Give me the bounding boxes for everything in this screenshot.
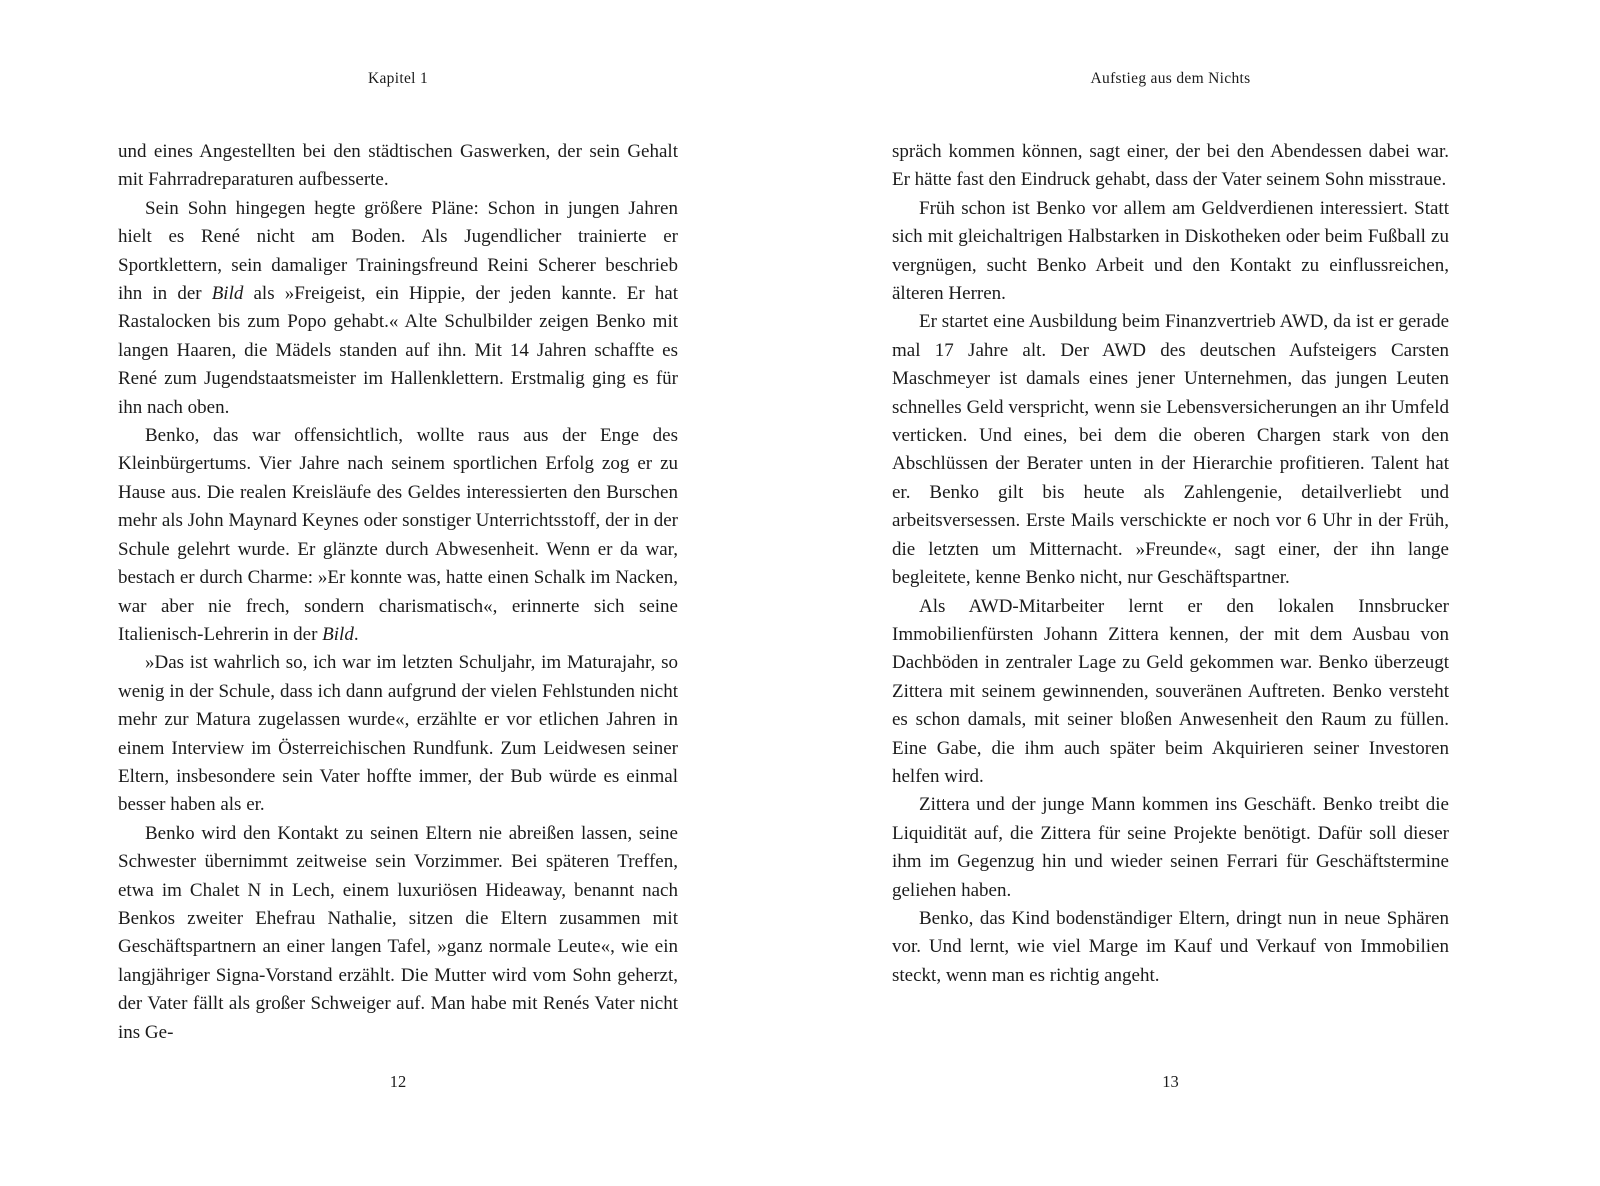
text-run: Als AWD-Mitarbeiter lernt er den lokalen Innsbrucker Immobilienfürsten Johann Zittera kennen, der mit dem Ausbau von Dachböden in zentraler Lage zu Geld gekommen war. Benko überzeugt Zittera mit seinem gewinnenden, souveränen Auftreten. Benko versteht es schon damals, mit seiner bloßen Anwesenheit den Raum zu füllen. Eine Gabe, die ihm auch später beim Akquirieren seiner Investoren helfen wird. bbox=[892, 595, 1449, 787]
text-run: »Das ist wahrlich so, ich war im letzten Schuljahr, im Maturajahr, so wenig in der Schule, dass ich dann aufgrund der vielen Fehlstunden nicht mehr zur Matura zugelassen wurde«, erzählte er vor etlichen Jahren in einem Interview im Österreichischen Rundfunk. Zum Leidwesen seiner Eltern, insbesondere sein Vater hoffte immer, der Bub würde es einmal besser haben als er. bbox=[118, 652, 678, 816]
paragraph bbox=[892, 905, 1449, 990]
page-body-left bbox=[118, 138, 678, 1047]
page-number-left: 12 bbox=[389, 1072, 407, 1091]
text-run: als »Freigeist, ein Hippie, der jeden kannte. Er hat Rastalocken bis zum Popo gehabt.« Alte Schulbilder zeigen Benko mit langen Haaren, die Mädels standen auf ihn. Mit 14 Jahren schaffte es René zum Jugendstaatsmeister im Hallenklettern. Erstmalig ging es für ihn nach oben. bbox=[118, 283, 678, 418]
paragraph bbox=[892, 593, 1449, 792]
paragraph bbox=[892, 195, 1449, 309]
paragraph bbox=[118, 138, 678, 195]
text-run: Er startet eine Ausbildung beim Finanzvertrieb AWD, da ist er gerade mal 17 Jahre alt. Der AWD des deutschen Aufsteigers Carsten Maschmeyer ist damals eines jener Unternehmen, das jungen Leuten schnelles Geld verspricht, wenn sie Lebensversicherungen an ihr Umfeld verticken. Und eines, bei dem die oberen Chargen stark von den Abschlüssen der Berater unten in der Hierarchie profitieren. Talent hat er. Benko gilt bis heute als Zahlengenie, detailverliebt und arbeitsversessen. Erste Mails verschickte er noch vor 6 Uhr in der Früh, die letzten um Mitternacht. »Freunde«, sagt einer, der ihn lange begleitete, kenne Benko nicht, nur Geschäftspartner. bbox=[892, 311, 1449, 589]
italic-text-run: Bild bbox=[322, 623, 354, 645]
running-head-chapter: Kapitel 1 bbox=[367, 70, 429, 87]
paragraph bbox=[118, 422, 678, 649]
paragraph bbox=[892, 138, 1449, 195]
text-run: und eines Angestellten bei den städtischen Gaswerken, der sein Gehalt mit Fahrradreparaturen aufbesserte. bbox=[118, 141, 678, 191]
italic-text-run: Bild bbox=[211, 283, 244, 305]
text-run: Sein Sohn hingegen hegte größere Pläne: Schon in jungen Jahren hielt es René nicht am Boden. Als Jugendlicher trainierte er Sportklettern, sein damaliger Trainingsfreund Reini Scherer beschrieb ihn in der bbox=[118, 197, 678, 305]
page-body-right bbox=[892, 138, 1449, 990]
running-head-title: Aufstieg aus dem Nichts bbox=[1090, 70, 1251, 87]
page-number-right: 13 bbox=[1162, 1072, 1179, 1091]
text-run: Benko, das Kind bodenständiger Eltern, dringt nun in neue Sphären vor. Und lernt, wie viel Marge im Kauf und Verkauf von Immobilien steckt, wenn man es richtig angeht. bbox=[892, 907, 1449, 986]
text-run: Früh schon ist Benko vor allem am Geldverdienen interessiert. Statt sich mit gleichaltrigen Halbstarken in Diskotheken oder beim Fußball zu vergnügen, sucht Benko Arbeit und den Kontakt zu einflussreichen, älteren Herren. bbox=[892, 197, 1449, 305]
text-run: Zittera und der junge Mann kommen ins Geschäft. Benko treibt die Liquidität auf, die Zittera für seine Projekte benötigt. Dafür soll dieser ihm im Gegenzug hin und wieder seinen Ferrari für Geschäftstermine geliehen haben. bbox=[892, 794, 1449, 901]
paragraph bbox=[892, 791, 1449, 905]
text-run: spräch kommen können, sagt einer, der bei den Abendessen dabei war. Er hätte fast den Eindruck gehabt, dass der Vater seinem Sohn misstraue. bbox=[892, 141, 1449, 191]
paragraph bbox=[118, 820, 678, 1047]
page-right bbox=[892, 0, 1449, 1186]
page-left bbox=[118, 0, 678, 1186]
text-run: . bbox=[353, 623, 359, 645]
text-run: Benko, das war offensichtlich, wollte raus aus der Enge des Kleinbürgertums. Vier Jahre nach seinem sportlichen Erfolg zog er zu Hause aus. Die realen Kreisläufe des Geldes interessierten den Burschen mehr als John Maynard Keynes oder sonstiger Unterrichtsstoff, der in der Schule gelehrt wurde. Er glänzte durch Abwesenheit. Wenn er da war, bestach er durch Charme: »Er konnte was, hatte einen Schalk im Nacken, war aber nie frech, sondern charismatisch«, erinnerte sich seine Italienisch-Lehrerin in der bbox=[118, 425, 678, 645]
paragraph bbox=[118, 649, 678, 819]
text-run: Benko wird den Kontakt zu seinen Eltern nie abreißen lassen, seine Schwester übernimmt zeitweise sein Vorzimmer. Bei späteren Treffen, etwa im Chalet N in Lech, einem luxuriösen Hideaway, benannt nach Benkos zweiter Ehefrau Nathalie, sitzen die Eltern zusammen mit Geschäftspartnern an einer langen Tafel, »ganz normale Leute«, wie ein langjähriger Signa-Vorstand erzählt. Die Mutter wird vom Sohn geherzt, der Vater fällt als großer Schweiger auf. Man habe mit Renés Vater nicht ins Ge- bbox=[118, 822, 678, 1043]
paragraph bbox=[118, 195, 678, 422]
paragraph bbox=[892, 308, 1449, 592]
